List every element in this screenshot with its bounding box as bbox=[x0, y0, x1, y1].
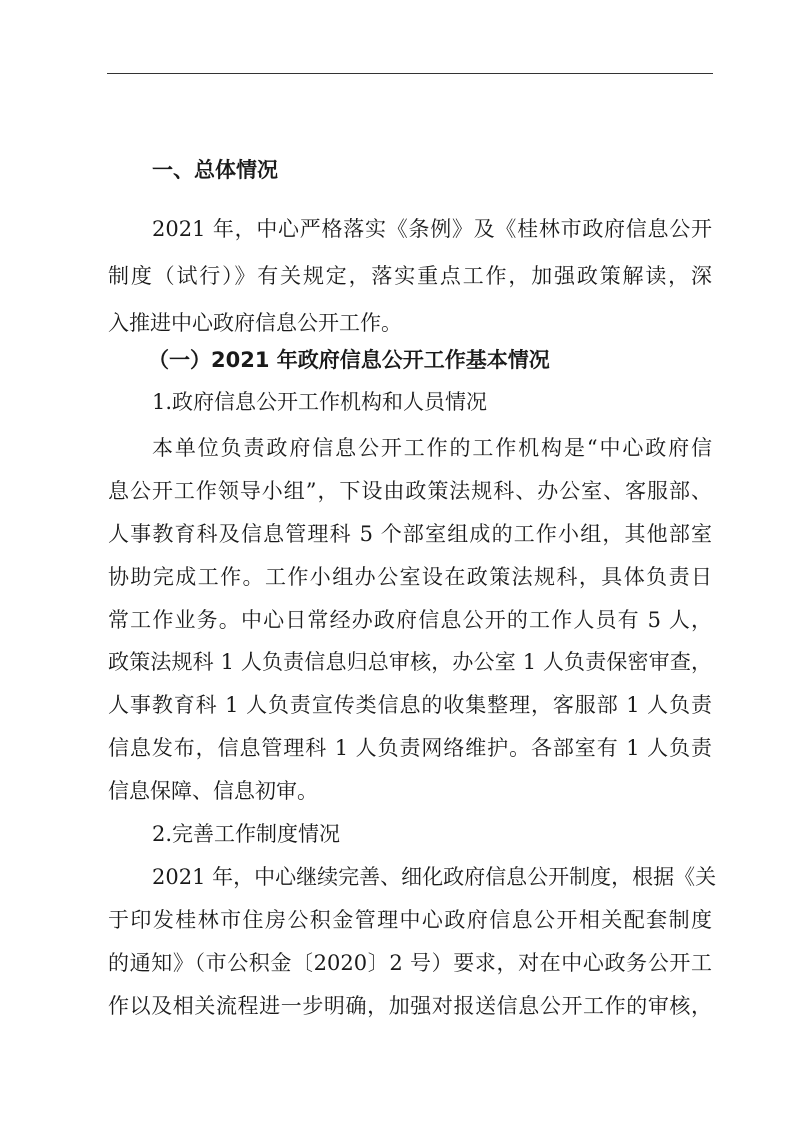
paragraph-line: 作以及相关流程进一步明确，加强对报送信息公开工作的审核， bbox=[108, 994, 712, 1018]
paragraph-line: 2021 年，中心严格落实《条例》及《桂林市政府信息公开 bbox=[152, 217, 712, 241]
paragraph-line: 于印发桂林市住房公积金管理中心政府信息公开相关配套制度 bbox=[108, 908, 712, 932]
subsection-heading: （一）2021 年政府信息公开工作基本情况 bbox=[148, 348, 550, 372]
paragraph-line: 政策法规科 1 人负责信息归总审核，办公室 1 人负责保密审查， bbox=[108, 650, 712, 674]
paragraph-line: 息公开工作领导小组”，下设由政策法规科、办公室、客服部、 bbox=[108, 479, 712, 503]
item-title: 2.完善工作制度情况 bbox=[152, 822, 341, 846]
paragraph-line: 常工作业务。中心日常经办政府信息公开的工作人员有 5 人， bbox=[108, 608, 712, 632]
paragraph-line: 入推进中心政府信息公开工作。 bbox=[108, 311, 402, 335]
paragraph-line: 信息发布，信息管理科 1 人负责网络维护。各部室有 1 人负责 bbox=[108, 736, 712, 760]
paragraph-line: 制度（试行）》有关规定，落实重点工作，加强政策解读，深 bbox=[108, 264, 712, 288]
paragraph-line: 信息保障、信息初审。 bbox=[108, 779, 318, 803]
paragraph-line: 本单位负责政府信息公开工作的工作机构是“中心政府信 bbox=[152, 436, 712, 460]
section-heading: 一、总体情况 bbox=[152, 158, 278, 182]
paragraph-line: 人事教育科及信息管理科 5 个部室组成的工作小组，其他部室 bbox=[108, 522, 712, 546]
item-title: 1.政府信息公开工作机构和人员情况 bbox=[152, 390, 488, 414]
paragraph-line: 人事教育科 1 人负责宣传类信息的收集整理，客服部 1 人负责 bbox=[108, 693, 712, 717]
paragraph-line: 协助完成工作。工作小组办公室设在政策法规科，具体负责日 bbox=[108, 565, 712, 589]
paragraph-line: 的通知》（市公积金〔2020〕2 号）要求，对在中心政务公开工 bbox=[108, 951, 712, 975]
header-rule bbox=[107, 73, 713, 74]
paragraph-line: 2021 年，中心继续完善、细化政府信息公开制度，根据《关 bbox=[152, 865, 717, 889]
